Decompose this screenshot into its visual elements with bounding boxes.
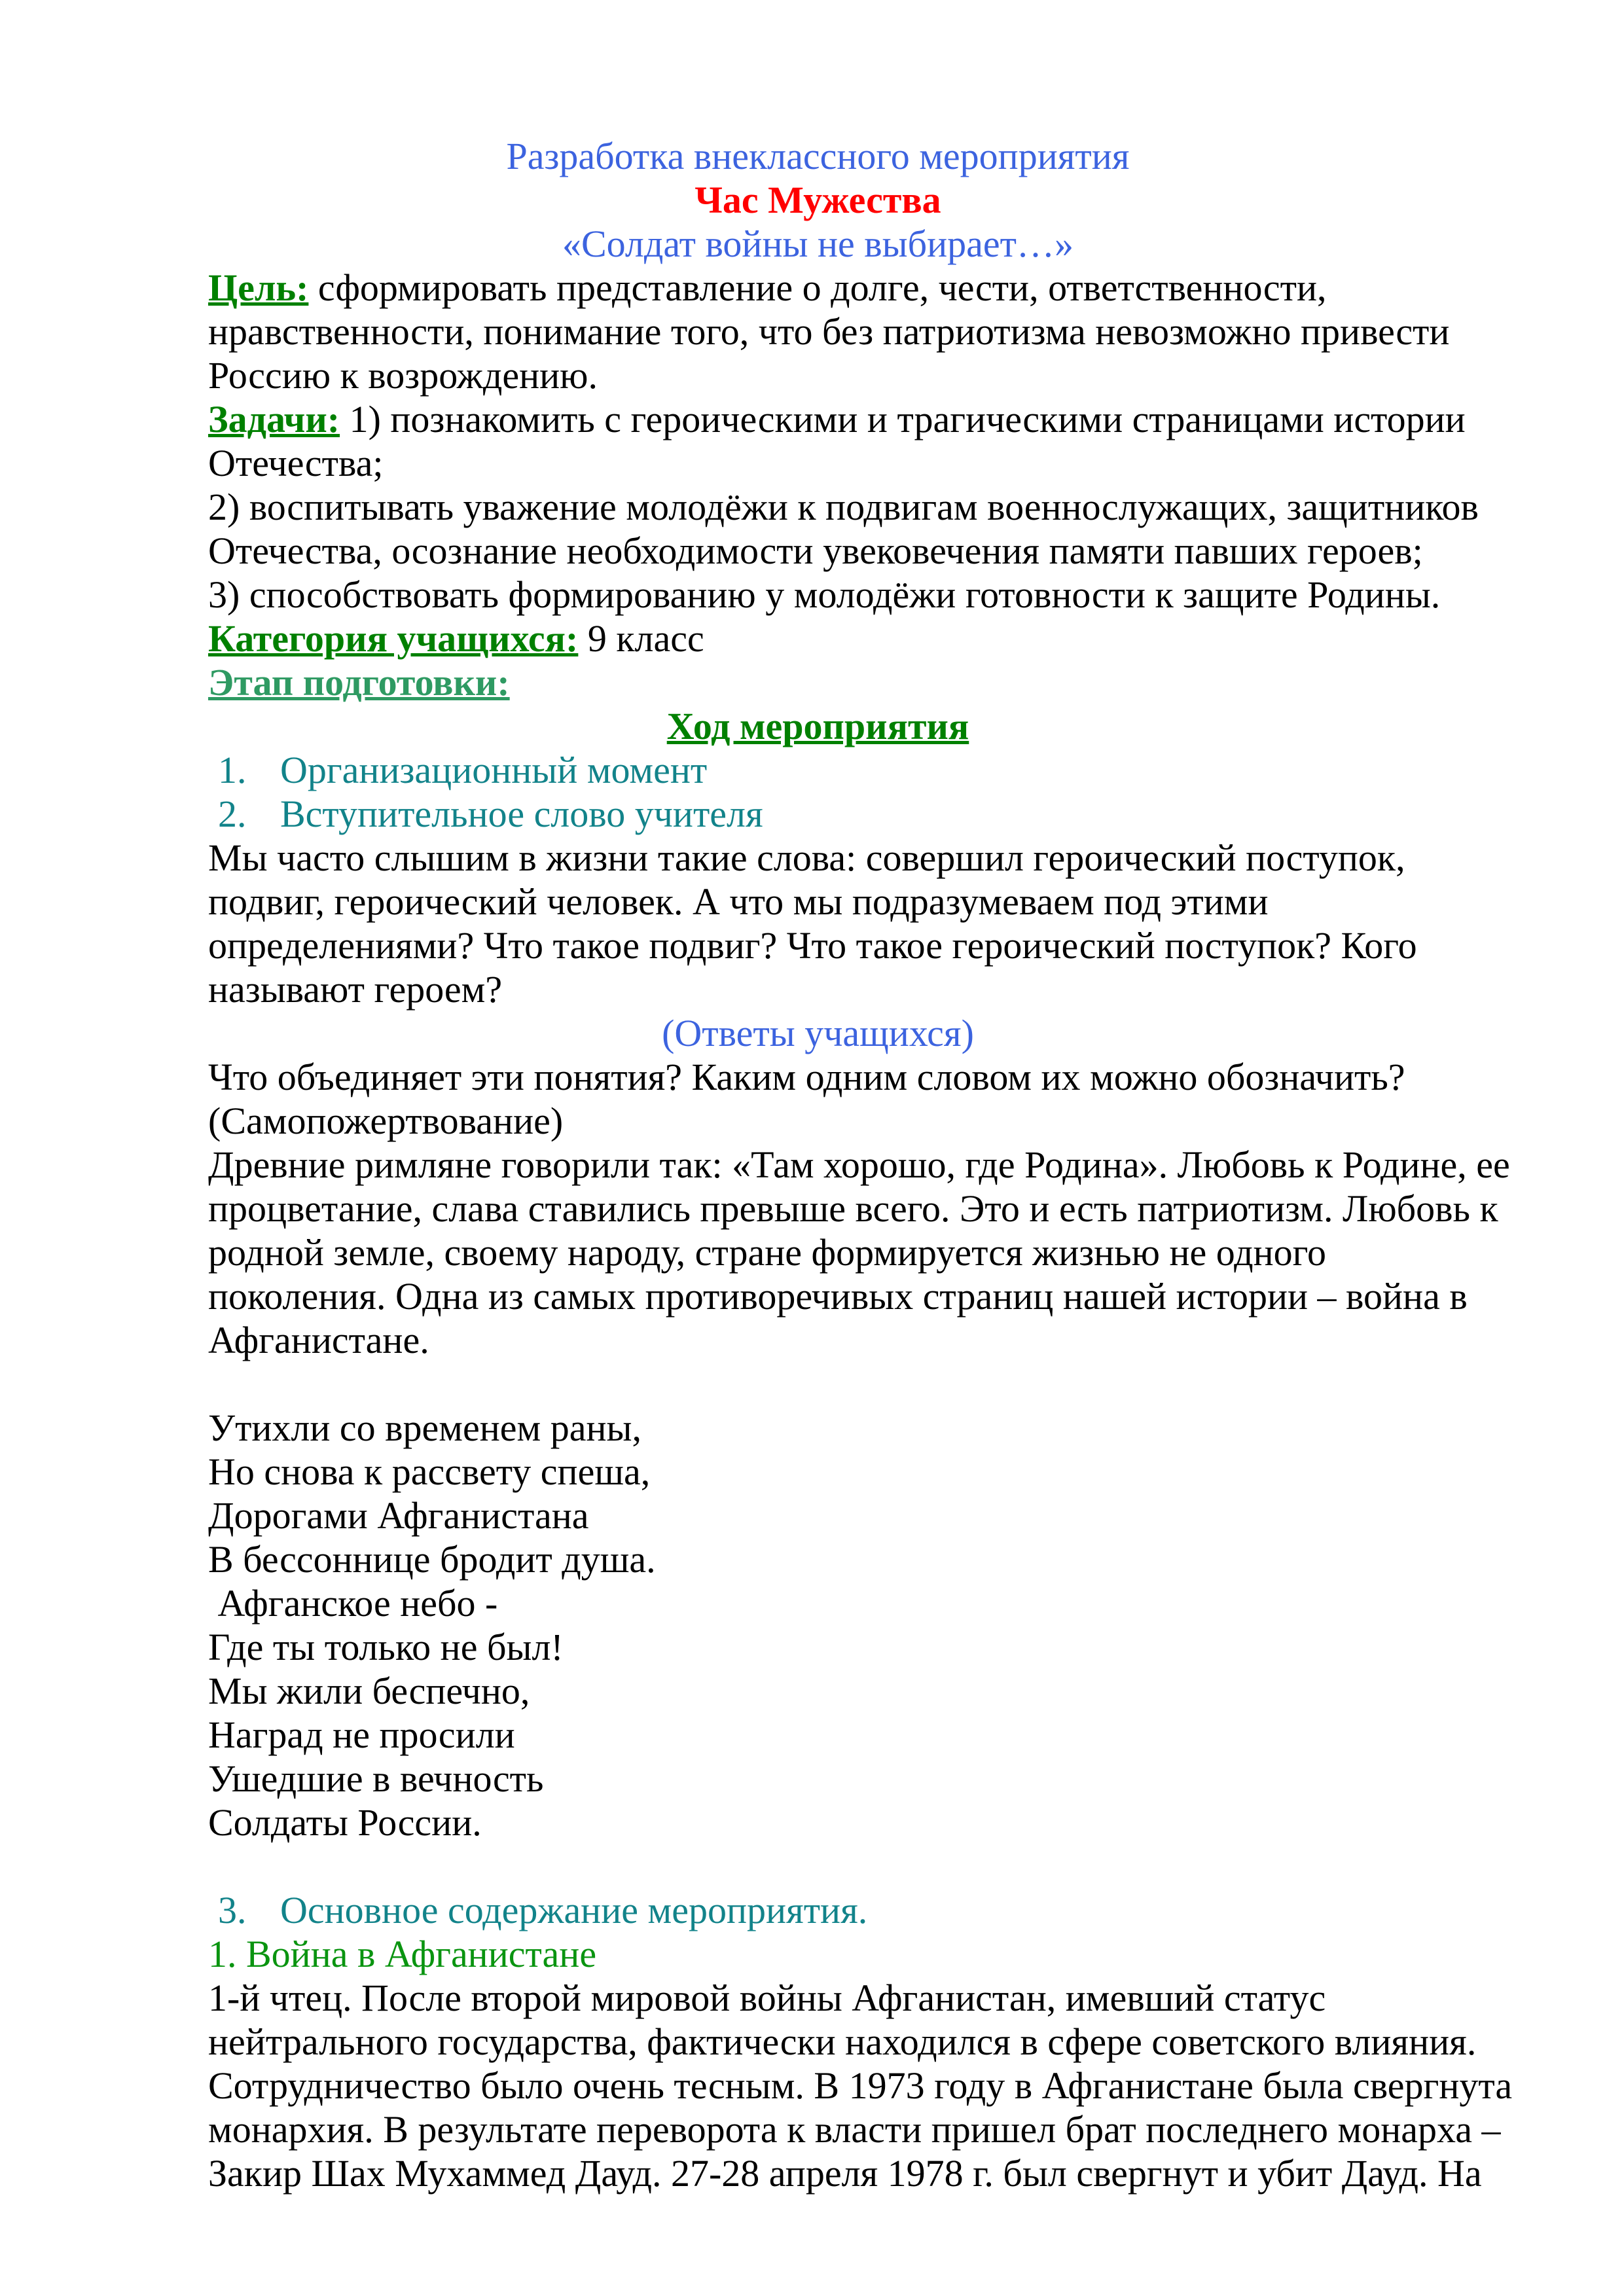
text-line: [208, 1318, 1428, 1362]
text-line: [208, 1757, 1428, 1801]
text-line: [208, 134, 1428, 178]
text-run: нейтрального государства, фактически находился в сфере советского влияния.: [208, 2020, 1477, 2063]
text-run: Где ты только не был!: [208, 1626, 564, 1668]
text-line: [208, 1801, 1428, 1844]
text-run: Что объединяет эти понятия? Каким одним словом их можно обозначить?: [208, 1056, 1405, 1098]
text-run: Но снова к рассвету спеша,: [208, 1450, 651, 1493]
text-run: Наград не просили: [208, 1713, 515, 1756]
text-run: 1) познакомить с героическими и трагическими страницами истории: [340, 398, 1466, 440]
text-run: монархия. В результате переворота к власти пришел брат последнего монарха –: [208, 2108, 1501, 2151]
text-run: Час Мужества: [695, 179, 941, 221]
text-line: [208, 1494, 1428, 1537]
text-run: Утихли со временем раны,: [208, 1407, 641, 1449]
text-run: Дорогами Афганистана: [208, 1494, 589, 1537]
text-line: [208, 660, 1428, 704]
text-line: [208, 1581, 1428, 1625]
text-run: Ушедшие в вечность: [208, 1757, 544, 1800]
text-line: [208, 1406, 1428, 1450]
text-run: «Солдат войны не выбирает…»: [562, 223, 1074, 265]
text-run: Россию к возрождению.: [208, 354, 598, 397]
blank-line: [208, 1362, 1428, 1406]
text-run: Отечества;: [208, 442, 384, 484]
text-line: [208, 2020, 1477, 2064]
text-run: Солдаты России.: [208, 1801, 482, 1844]
text-line: [208, 397, 1466, 441]
list-item-number: 1.: [218, 749, 247, 791]
text-run: поколения. Одна из самых противоречивых страниц нашей истории – война в: [208, 1275, 1468, 1318]
text-line: [208, 1932, 1428, 1976]
text-run: Цель:: [208, 266, 309, 309]
numbered-list-item: [208, 1888, 1428, 1932]
text-line: [208, 1099, 1428, 1143]
text-run: Мы часто слышим в жизни такие слова: совершил героический поступок,: [208, 836, 1405, 879]
text-line: [208, 1976, 1428, 2020]
text-line: [208, 1625, 1428, 1669]
text-line: [208, 967, 1428, 1011]
text-run: сформировать представление о долге, чести, ответственности,: [308, 266, 1327, 309]
text-line: [208, 1713, 1428, 1757]
text-line: [208, 441, 1428, 485]
text-run: Ход мероприятия: [666, 705, 969, 747]
text-line: [208, 1450, 1428, 1494]
numbered-list-item: [208, 792, 1428, 836]
text-run: 2) воспитывать уважение молодёжи к подвигам военнослужащих, защитников: [208, 486, 1479, 528]
text-line: [208, 2151, 1482, 2195]
text-run: подвиг, героический человек. А что мы подразумеваем под этими: [208, 880, 1269, 923]
text-line: [208, 2064, 1513, 2108]
text-line: [208, 2108, 1501, 2151]
text-run: Этап подготовки:: [208, 661, 510, 704]
text-line: [208, 704, 1428, 748]
text-run: 9 класс: [578, 617, 704, 660]
text-run: Разработка внеклассного мероприятия: [506, 135, 1130, 177]
text-run: процветание, слава ставились превыше всего. Это и есть патриотизм. Любовь к: [208, 1187, 1498, 1230]
text-line: [208, 1187, 1498, 1230]
numbered-list-item: [208, 748, 1428, 792]
text-line: [208, 353, 1428, 397]
text-run: В бессоннице бродит душа.: [208, 1538, 656, 1581]
text-run: Древние римляне говорили так: «Там хорошо, где Родина». Любовь к Родине, ее: [208, 1143, 1510, 1186]
list-item-text: Организационный момент: [280, 749, 708, 791]
text-run: Задачи:: [208, 398, 340, 440]
list-item-text: Основное содержание мероприятия.: [280, 1889, 868, 1931]
text-run: 1. Война в Афганистане: [208, 1933, 597, 1975]
text-run: 3) способствовать формированию у молодёжи готовности к защите Родины.: [208, 573, 1441, 616]
text-run: 1-й чтец. После второй мировой войны Афганистан, имевший статус: [208, 1977, 1326, 2019]
text-run: Мы жили беспечно,: [208, 1670, 530, 1712]
text-line: [208, 924, 1428, 967]
text-run: определениями? Что такое подвиг? Что такое героический поступок? Кого: [208, 924, 1417, 967]
text-line: [208, 1230, 1428, 1274]
text-line: [208, 222, 1428, 266]
text-run: Отечества, осознание необходимости увековечения памяти павших героев;: [208, 529, 1423, 572]
text-run: Афганистане.: [208, 1319, 429, 1361]
text-line: [208, 1274, 1468, 1318]
text-line: [208, 1055, 1428, 1099]
text-run: Сотрудничество было очень тесным. В 1973 году в Афганистане была свергнута: [208, 2064, 1513, 2107]
text-line: [208, 573, 1441, 617]
text-run: родной земле, своему народу, стране формируется жизнью не одного: [208, 1231, 1326, 1274]
text-run: (Самопожертвование): [208, 1100, 564, 1142]
text-line: [208, 1143, 1510, 1187]
list-item-number: 2.: [218, 793, 247, 835]
list-item-number: 3.: [218, 1889, 247, 1931]
text-line: [208, 266, 1428, 310]
text-line: [208, 529, 1428, 573]
text-line: [208, 836, 1428, 880]
text-line: [208, 617, 1428, 660]
text-line: [208, 1669, 1428, 1713]
text-line: [208, 310, 1450, 353]
text-line: [208, 880, 1428, 924]
text-run: Закир Шах Мухаммед Дауд. 27-28 апреля 1978 г. был свергнут и убит Дауд. На: [208, 2152, 1482, 2195]
text-run: (Ответы учащихся): [662, 1012, 974, 1054]
text-run: Категория учащихся:: [208, 617, 579, 660]
text-line: [208, 485, 1479, 529]
blank-line: [208, 1844, 1428, 1888]
text-line: [208, 178, 1428, 222]
text-line: [208, 1011, 1428, 1055]
text-run: называют героем?: [208, 968, 503, 1011]
text-line: [208, 1537, 1428, 1581]
list-item-text: Вступительное слово учителя: [280, 793, 763, 835]
text-run: нравственности, понимание того, что без патриотизма невозможно привести: [208, 310, 1450, 353]
text-run: Афганское небо -: [208, 1582, 498, 1624]
